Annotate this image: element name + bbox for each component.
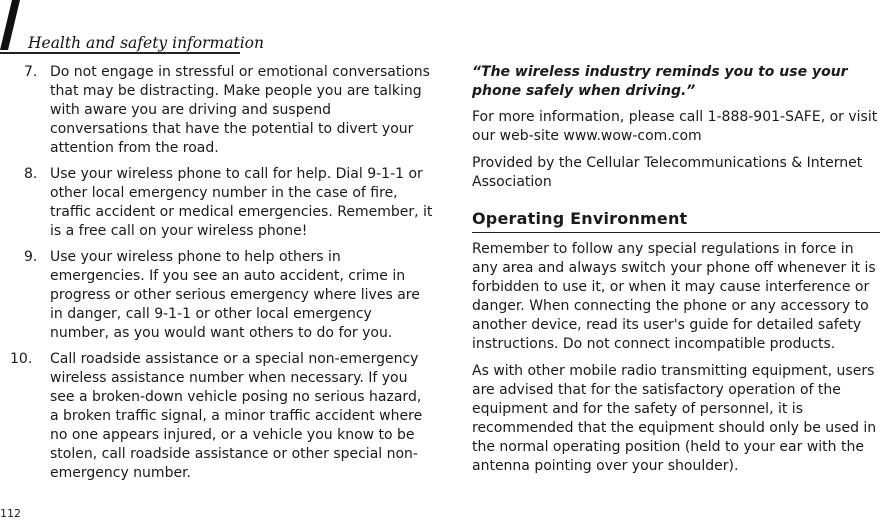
list-item <box>8 248 433 343</box>
page-header-title: Health and safety information <box>28 34 264 52</box>
header-accent-bar <box>0 0 20 50</box>
page-number: 112 <box>0 507 21 520</box>
section-rule <box>472 232 880 233</box>
list-item <box>8 165 433 241</box>
list-item-text: Call roadside assistance or a special non-emergency wireless assistance number when necessary. If you see a broken-down vehicle posing no serious hazard, a broken traffic signal, a minor traffic accident where no one appears injured, or a vehicle you know to be stolen, call roadside assistance or other special non-emergency number. <box>50 351 423 481</box>
industry-quote: “The wireless industry reminds you to use your phone safely when driving.” <box>472 64 848 99</box>
list-item-number: 10. <box>10 351 33 367</box>
list-item-number: 9. <box>24 249 38 265</box>
operating-paragraph-1: Remember to follow any special regulations in force in any area and always switch your phone off whenever it is forbidden to use it, or when it may cause interference or danger. When connecting the phone or any accessory to another device, read its user's guide for detailed safety instructions. Do not connect incompatible products. <box>472 241 876 352</box>
provided-by-paragraph: Provided by the Cellular Telecommunications & Internet Association <box>472 155 863 190</box>
header-rule <box>0 52 240 54</box>
section-title: Operating Environment <box>472 209 688 228</box>
list-item <box>8 63 433 158</box>
operating-paragraph-2: As with other mobile radio transmitting equipment, users are advised that for the satisfactory operation of the equipment and for the safety of personnel, it is recommended that the equipment should only be used in the normal operating position (held to your ear with the antenna pointing over your shoulder). <box>472 363 877 474</box>
left-column <box>8 63 433 490</box>
list-item-number: 7. <box>24 64 38 80</box>
list-item <box>8 350 433 483</box>
list-item-text: Do not engage in stressful or emotional conversations that may be distracting. Make people you are talking with aware you are driving and suspend conversations that have the potential to divert your attention from the road. <box>50 64 430 156</box>
list-item-text: Use your wireless phone to help others in emergencies. If you see an auto accident, crime in progress or other serious emergency where lives are in danger, call 9-1-1 or other local emergency number, as you would want others to do for you. <box>50 249 420 341</box>
info-paragraph: For more information, please call 1-888-901-SAFE, or visit our web-site www.wow-com.com <box>472 109 878 144</box>
right-column <box>472 63 880 484</box>
list-item-number: 8. <box>24 166 38 182</box>
list-item-text: Use your wireless phone to call for help. Dial 9-1-1 or other local emergency number in the case of fire, traffic accident or medical emergencies. Remember, it is a free call on your wireless phone! <box>50 166 433 239</box>
